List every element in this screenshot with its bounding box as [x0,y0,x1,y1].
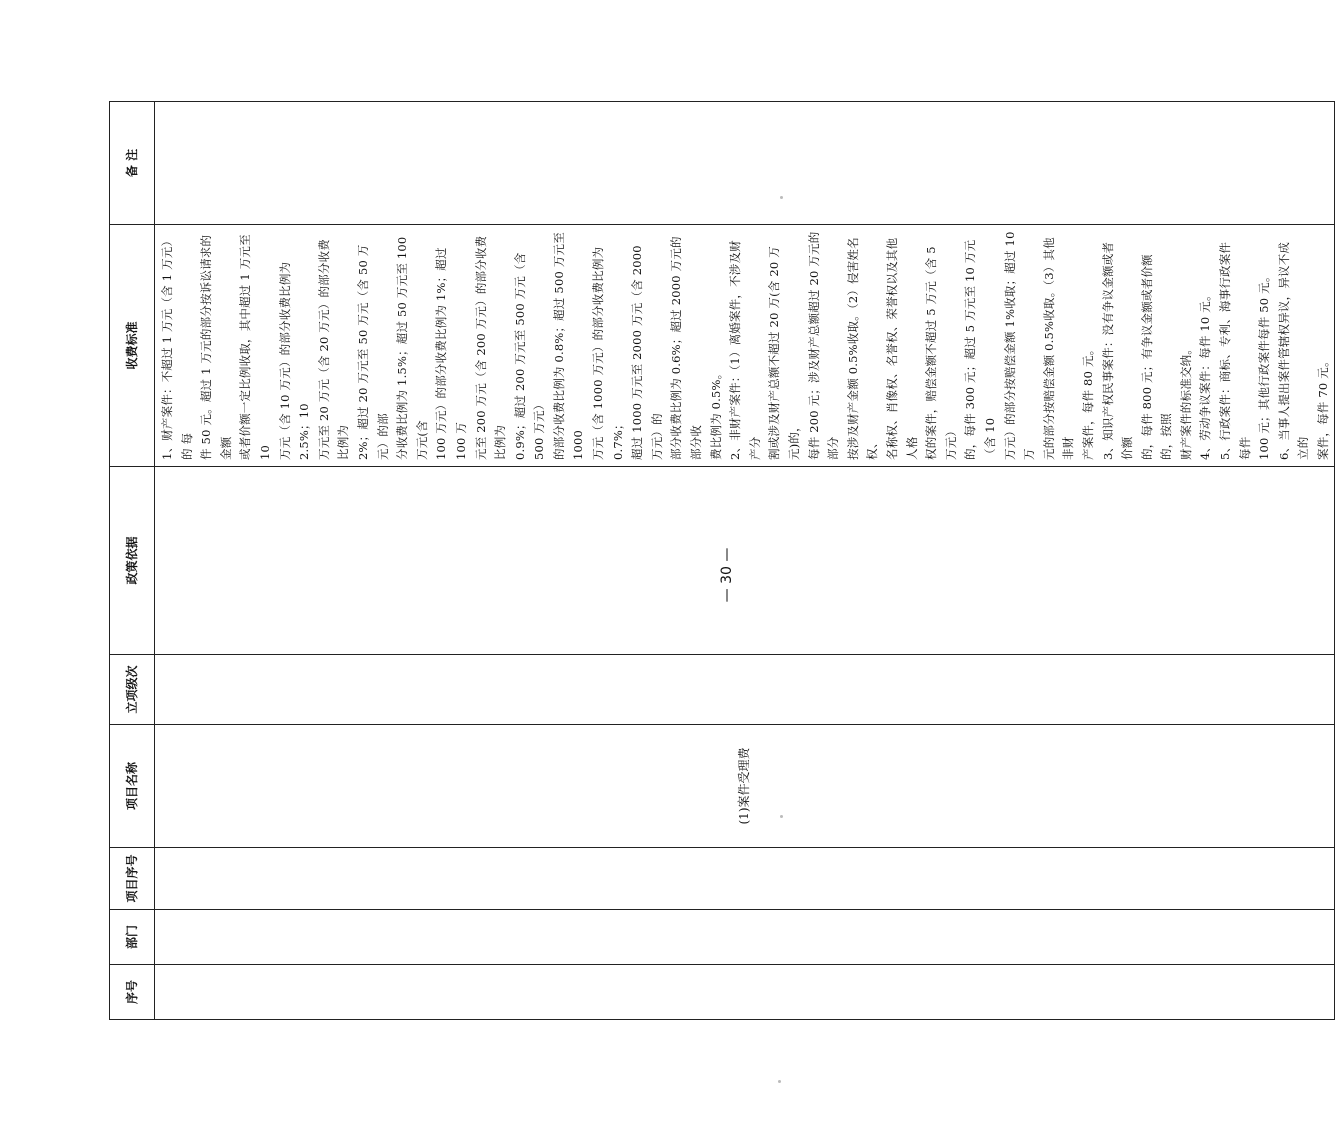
standard-line: 万元（含 1000 万元）的部分收费比例为 0.7%； [591,246,625,460]
standard-line: 分收费比例为 1.5%；超过 50 万元至 100 万元(含 [395,236,429,460]
cell-remark [155,102,1335,225]
rotated-page-content [109,102,1331,1020]
standard-line: 100 万元）的部分收费比例为 1%；超过 100 万 [434,247,468,460]
standard-line: 的部分收费比例为 0.8%；超过 500 万元至 1000 [551,232,586,460]
standard-line: 每件 200 元；涉及财产总额超过 20 万元的部分 [806,231,841,460]
standard-line: 1、财产案件：不超过 1 万元（含 1 万元）的 每 [160,234,194,460]
cell-item-name [155,725,1335,848]
standard-line: 按涉及财产金额 0.5%收取。（2）侵害姓名权、 [845,237,880,460]
standard-line: 万元）的部分按赔偿金额 1%收取；超过 10 万 [1002,231,1037,460]
standard-line: 6、当事人提出案件管辖权异议，异议不成立的 [1276,241,1311,460]
standard-line: 元至 200 万元（含 200 万元）的部分收费比例为 [473,235,508,460]
standard-line: 万元至 20 万元（含 20 万元）的部分收费比例为 [316,239,351,460]
standard-line: 名称权、肖像权、名誉权、荣誉权以及其他人格 [884,237,919,460]
standard-line: 财产案件的标准交纳。 [1178,343,1193,460]
standard-line: 超过 1000 万元至 2000 万元（含 2000 万元）的 [630,245,664,460]
cell-standard [155,225,1335,467]
cell-seq [155,965,1335,1020]
standard-line: 部分收费比例为 0.6%；超过 2000 万元的部分收 [669,236,704,460]
standard-line: 万元（含 10 万元）的部分收费比例为 2.5%；10 [277,261,312,460]
standard-line: 的，每件 300 元；超过 5 万元至 10 万元（含 10 [963,239,997,460]
standard-line: 0.9%；超过 200 万元至 500 万元（含 500 万元） [512,252,547,460]
standard-line: 5、行政案件：商标、专利、海事行政案件每件 [1218,241,1252,460]
standard-line: 产案件，每件 80 元。 [1080,343,1095,460]
standard-line: 4、劳动争议案件：每件 10 元。 [1198,289,1213,460]
item-name-text: (1)案件受理费 [737,747,752,825]
standard-line: 费比例为 0.5%。 [708,367,723,460]
header-policy: 政策依据 [110,467,155,655]
standard-line: 案件，每件 70 元。 [1316,355,1331,460]
cell-dept [155,910,1335,965]
standard-line: 件 50 元。超过 1 万元的部分按诉讼请求的金额 [199,234,233,460]
standard-line: 2%；超过 20 万元至 50 万元（含 50 万元）的部 [355,244,390,460]
scan-speck [780,196,783,199]
scan-speck [780,815,783,818]
cell-level [155,655,1335,725]
standard-line: 割或涉及财产总额不超过 20 万(含 20 万元)的， [767,246,801,460]
header-level: 立项级次 [110,655,155,725]
cell-item-no [155,848,1335,910]
scan-speck [778,1080,781,1083]
page-number: — 30 — [719,547,735,603]
header-dept: 部门 [110,910,155,965]
header-remark: 备 注 [110,102,155,225]
standard-line: 3、知识产权民事案件：没有争议金额或者价额 [1100,241,1135,460]
standard-text [158,231,1334,460]
header-item-no: 项目序号 [110,848,155,910]
standard-line: 2、非财产案件：（1）离婚案件，不涉及财产分 [728,240,762,460]
standard-line: 权的案件，赔偿金额不超过 5 万元（含 5 万元） [924,246,958,460]
header-row [110,102,155,1020]
standard-line: 或者价额一定比例收取，其中超过 1 万元至 10 [238,234,272,460]
standard-line: 的，每件 800 元；有争议金额或者价额的，按照 [1139,254,1174,460]
header-seq: 序号 [110,965,155,1020]
header-standard: 收费标准 [110,225,155,467]
standard-line: 元的部分按赔偿金额 0.5%收取。（3）其他非财 [1041,237,1076,460]
standard-line: 100 元；其他行政案件每件 50 元。 [1257,270,1272,460]
header-item-name: 项目名称 [110,725,155,848]
